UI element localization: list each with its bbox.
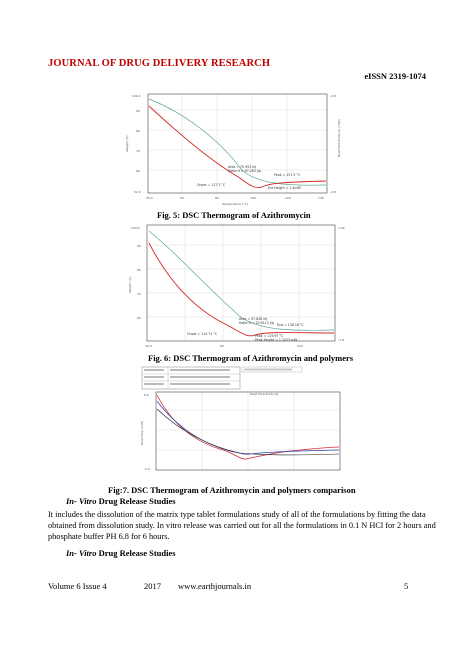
svg-text:Heat Flow Endo Up: Heat Flow Endo Up	[250, 392, 279, 396]
svg-text:52.0: 52.0	[134, 190, 141, 194]
page-number: 5	[404, 581, 409, 591]
journal-title: JOURNAL OF DRUG DELIVERY RESEARCH	[48, 58, 271, 69]
figure-6-caption: Fig. 6: DSC Thermogram of Azithromycin and polymers	[148, 353, 354, 363]
svg-text:Area = 97.838 mJ: Area = 97.838 mJ	[239, 317, 268, 321]
svg-text:80: 80	[215, 196, 219, 200]
footer-url[interactable]: www.earthjournals.in	[178, 581, 252, 591]
svg-text:Peak = 119.97 °C: Peak = 119.97 °C	[255, 334, 284, 338]
figure-7-comparison	[140, 365, 358, 481]
svg-text:Heat Flow (mW): Heat Flow (mW)	[140, 420, 144, 445]
svg-text:-2.0: -2.0	[144, 467, 150, 471]
svg-text:-2.8: -2.8	[330, 190, 336, 194]
svg-text:60: 60	[180, 196, 184, 200]
svg-text:Delta H = 67.263 J/g: Delta H = 67.263 J/g	[228, 169, 261, 173]
section-heading-2: In- Vitro Drug Release Studies	[66, 548, 176, 558]
svg-text:Onset = 114.71 °C: Onset = 114.71 °C	[187, 332, 218, 336]
svg-text:60: 60	[137, 316, 141, 320]
svg-text:Delta H = 20.9113 J/g: Delta H = 20.9113 J/g	[239, 321, 274, 325]
svg-text:8.0: 8.0	[144, 393, 149, 397]
svg-text:120: 120	[285, 196, 291, 200]
footer-volume: Volume 6 Issue 4	[48, 581, 107, 591]
svg-text:80: 80	[220, 344, 224, 348]
svg-text:Onset = 117.3 °C: Onset = 117.3 °C	[197, 183, 226, 187]
svg-text:Peak = 131.3 °C: Peak = 131.3 °C	[274, 173, 301, 177]
svg-text:Peak Height = 1.2033 mW: Peak Height = 1.2033 mW	[255, 338, 298, 342]
svg-text:Weight (%): Weight (%)	[125, 135, 129, 152]
figure-7-caption: Fig:7. DSC Thermogram of Azithromycin and polymers comparison	[108, 485, 356, 495]
footer-year: 2017	[144, 581, 161, 591]
svg-text:-0.8: -0.8	[330, 94, 336, 98]
svg-text:120: 120	[297, 344, 303, 348]
svg-text:100.4: 100.4	[132, 94, 141, 98]
svg-text:70: 70	[137, 292, 141, 296]
svg-text:Heat Flow Endo Up (mW): Heat Flow Endo Up (mW)	[337, 119, 341, 157]
svg-text:End = 136.18 °C: End = 136.18 °C	[277, 323, 304, 327]
eissn: eISSN 2319-1074	[364, 71, 426, 81]
svg-text:1.02: 1.02	[338, 226, 345, 230]
svg-text:70: 70	[136, 149, 140, 153]
figure-5-caption: Fig. 5: DSC Thermogram of Azithromycin	[157, 210, 311, 220]
svg-text:60: 60	[136, 169, 140, 173]
svg-text:30.0: 30.0	[145, 344, 152, 348]
section-paragraph: It includes the dissolution of the matrix type tablet formulations study of all of the formulations by fitting the data obtained from dissolution study. In vitro release was carried out for all the formulations in 0.1 N HCl for 2 hours and phosphate buffer PH 6.8 for 6 hours.	[48, 510, 436, 541]
svg-text:Weight (%): Weight (%)	[128, 276, 132, 293]
svg-text:Ext Height = 2.4mW: Ext Height = 2.4mW	[268, 186, 301, 190]
section-heading: In- Vitro Drug Release Studies	[66, 496, 176, 506]
svg-text:90: 90	[136, 109, 140, 113]
svg-text:Area = 75.953 mJ: Area = 75.953 mJ	[228, 165, 257, 169]
svg-text:30.0: 30.0	[146, 196, 153, 200]
svg-text:90: 90	[137, 244, 141, 248]
svg-text:-1.8: -1.8	[338, 338, 344, 342]
svg-text:80: 80	[137, 268, 141, 272]
svg-text:Temperature (°C): Temperature (°C)	[222, 202, 248, 206]
figure-6-thermogram	[127, 223, 353, 351]
figure-5-thermogram	[122, 92, 346, 210]
svg-text:80: 80	[136, 129, 140, 133]
svg-text:100: 100	[250, 196, 256, 200]
svg-text:100.4: 100.4	[131, 226, 140, 230]
svg-text:140: 140	[318, 196, 324, 200]
